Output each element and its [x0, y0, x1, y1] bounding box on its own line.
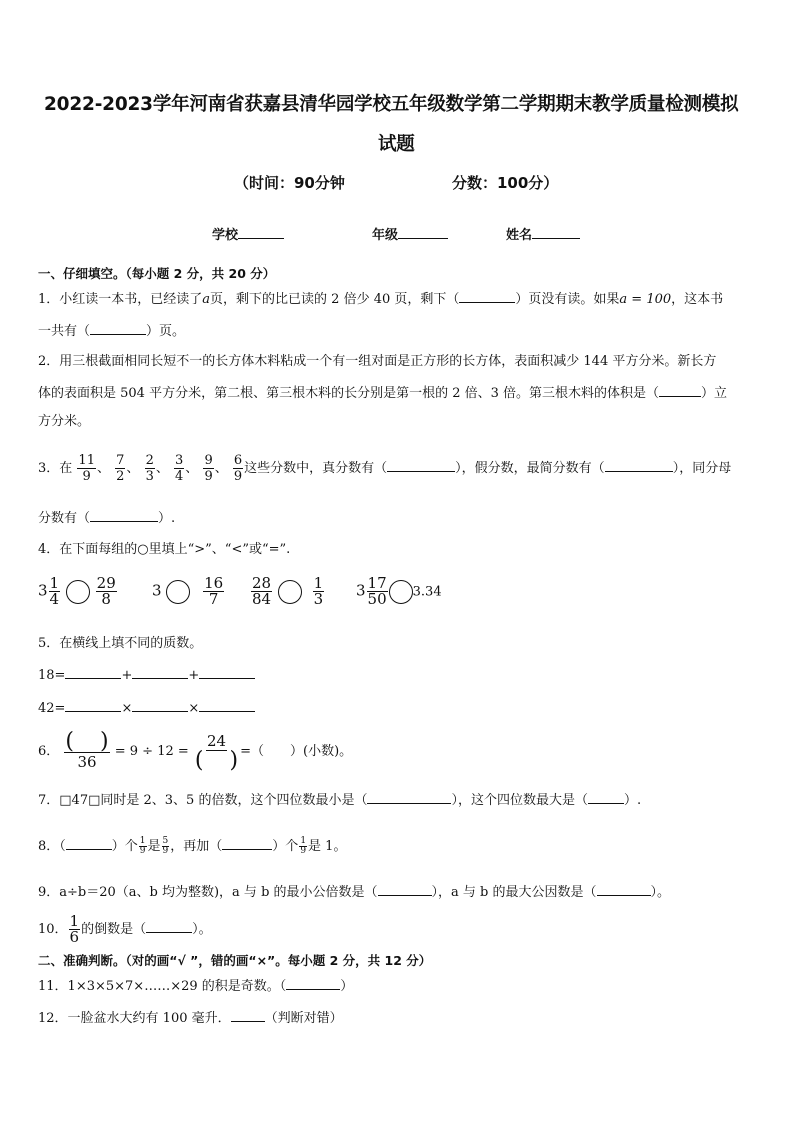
numerator: 24 [206, 732, 227, 750]
denominator: 9 [139, 846, 146, 856]
q9-text-a: 9．a÷b＝20（a、b 均为整数)，a 与 b 的最小公倍数是（ [38, 885, 378, 900]
denominator: 4 [175, 469, 184, 484]
q5-blank[interactable] [65, 665, 121, 679]
question-2-line1: 2．用三根截面相同长短不一的长方体木料粘成一个有一组对面是正方形的长方体，表面积减少 144 平方分米。新长方 [38, 354, 717, 369]
exam-time: （时间：90分钟 [234, 174, 345, 192]
q8-text-d: ）个 [272, 839, 299, 854]
decimal-value: 3.34 [412, 584, 442, 600]
q4-group-4 [356, 576, 442, 607]
q7-blank-1[interactable] [367, 790, 451, 804]
numerator: 28 [252, 574, 272, 592]
compare-circle[interactable] [389, 580, 413, 604]
q7-blank-2[interactable] [588, 790, 624, 804]
q5-lead-42: 42= [38, 701, 66, 716]
q1-text-a: 1．小红读一本书，已经读了 [38, 292, 203, 307]
q1-equation: a = 100 [619, 292, 672, 307]
denominator: 7 [208, 590, 219, 608]
q9-text-b: ），a 与 b 的最大公因数是（ [431, 885, 597, 900]
q8-text-a: ）个 [111, 839, 138, 854]
separator: 、 [155, 461, 169, 476]
q11-blank[interactable] [286, 976, 340, 990]
q3-blank-2[interactable] [605, 458, 673, 472]
exam-score: 分数：100分） [452, 174, 559, 192]
denominator: 3 [313, 590, 324, 608]
question-5-text: 5．在横线上填不同的质数。 [38, 636, 203, 651]
denominator: 50 [367, 590, 387, 608]
q1-blank-2[interactable] [90, 321, 146, 335]
question-4-text: 4．在下面每组的○里填上“>”、“<”或“=”. [38, 542, 291, 557]
q5-blank[interactable] [199, 665, 255, 679]
q1-text-c: ）页没有读。如果 [515, 292, 620, 307]
q8-text-c: ，再加（ [170, 839, 223, 854]
q3-fraction [145, 453, 155, 484]
separator: 、 [214, 461, 228, 476]
denominator: 9 [82, 469, 91, 484]
q1-blank-1[interactable] [459, 289, 515, 303]
separator: 、 [96, 461, 110, 476]
denominator: 84 [252, 590, 272, 608]
fraction [313, 576, 325, 607]
q6-equation: = 9 ÷ 12 = [114, 744, 189, 759]
q11-text-b: ） [340, 979, 354, 994]
denominator: 6 [69, 928, 80, 946]
separator: 、 [185, 461, 199, 476]
numerator: 1 [69, 912, 80, 930]
denominator: 4 [49, 590, 60, 608]
question-1-line1 [38, 289, 723, 310]
q12-text-b: （判断对错） [264, 1011, 343, 1026]
q1-text-b: 页，剩下的比已读的 2 倍少 40 页，剩下（ [210, 292, 460, 307]
q3-blank-1[interactable] [387, 458, 455, 472]
fraction [96, 576, 117, 607]
separator: 、 [126, 461, 140, 476]
denominator: 9 [204, 469, 213, 484]
q8-text-b: 是 [147, 839, 161, 854]
compare-circle[interactable] [166, 580, 190, 604]
numerator: 6 [233, 453, 243, 468]
plus-sign: + [188, 668, 200, 683]
plus-sign: + [121, 668, 133, 683]
q12-text-a: 12．一脸盆水大约有 100 毫升． [38, 1011, 231, 1026]
q7-text-c: ）. [623, 793, 642, 808]
grade-label: 年级 [372, 228, 399, 243]
q1-var-a: a [202, 292, 211, 307]
q5-line-42 [38, 698, 255, 719]
q7-text-a: 7．□47□同时是 2、3、5 的倍数，这个四位数最小是（ [38, 793, 368, 808]
numerator: 1 [49, 574, 60, 592]
numerator: 17 [367, 574, 387, 592]
q7-text-b: ），这个四位数最大是（ [451, 793, 588, 808]
q3-text-e: ）. [158, 511, 176, 526]
page-title-line2: 试题 [378, 134, 415, 155]
whole-number: 3 [152, 581, 162, 600]
q12-blank[interactable] [231, 1008, 265, 1022]
numerator: 3 [175, 453, 184, 468]
numerator-blank[interactable]: ( ) [65, 729, 109, 754]
denominator: 3 [145, 469, 154, 484]
q3-fraction [77, 453, 96, 484]
q3-text-c: ），同分母 [672, 461, 732, 476]
denominator-blank[interactable]: ( ) [194, 748, 239, 773]
numerator: 5 [162, 836, 169, 846]
q5-blank[interactable] [132, 698, 188, 712]
q1-text-d: ，这本书 [671, 292, 724, 307]
numerator: 11 [78, 453, 95, 468]
question-7 [38, 790, 641, 811]
denominator: 2 [116, 469, 125, 484]
q2-blank[interactable] [659, 383, 701, 397]
denominator: 9 [300, 846, 307, 856]
q9-text-c: ）。 [650, 885, 671, 900]
question-3-line2 [38, 508, 175, 529]
question-11 [38, 976, 353, 997]
denominator: 9 [162, 846, 169, 856]
q8-blank-1[interactable] [66, 836, 112, 850]
q5-line-18 [38, 665, 255, 686]
name-label: 姓名 [506, 228, 533, 243]
fraction [162, 837, 170, 856]
q6-fraction-2 [194, 732, 239, 771]
question-10 [38, 914, 212, 945]
q6-lead: 6． [38, 744, 60, 759]
whole-number: 3 [38, 581, 48, 600]
q6-eq-sign: =（ [240, 744, 265, 759]
school-field [212, 224, 284, 243]
q6-fraction-1 [64, 729, 109, 771]
q3-fraction [233, 453, 243, 484]
denominator: 36 [77, 753, 97, 771]
question-8 [38, 836, 346, 857]
grade-blank[interactable] [398, 225, 448, 239]
q5-blank[interactable] [132, 665, 188, 679]
fraction [251, 576, 272, 607]
question-9 [38, 882, 670, 903]
numerator: 1 [300, 836, 307, 846]
section-2-title: 二、准确判断。（对的画“√ ”，错的画“×”。每小题 2 分，共 12 分） [38, 953, 432, 968]
q8-lead: 8．（ [38, 839, 66, 854]
q2-text-b: ）立 [701, 386, 728, 401]
q5-blank[interactable] [65, 698, 121, 712]
q3-text-b: ），假分数，最简分数有（ [455, 461, 605, 476]
q6-tail: ）(小数)。 [290, 744, 353, 759]
grade-field [372, 224, 448, 243]
numerator: 7 [116, 453, 125, 468]
q3-fraction [174, 453, 184, 484]
name-field [506, 224, 580, 243]
school-blank[interactable] [238, 225, 284, 239]
q5-lead-18: 18= [38, 668, 66, 683]
q3-fraction [115, 453, 125, 484]
q3-blank-3[interactable] [90, 508, 158, 522]
q4-group-3 [250, 576, 325, 607]
times-sign: × [188, 701, 200, 716]
numerator: 1 [139, 836, 146, 846]
q10-text-b: ）。 [192, 922, 212, 937]
denominator: 9 [233, 469, 243, 484]
question-1-line2 [38, 321, 185, 342]
fraction [299, 837, 307, 856]
q1-text-f: ）页。 [146, 324, 186, 339]
question-12 [38, 1008, 343, 1029]
q4-group-2 [152, 576, 225, 607]
fraction [203, 576, 224, 607]
q11-text-a: 11．1×3×5×7×……×29 的积是奇数。（ [38, 979, 287, 994]
denominator: 8 [101, 590, 111, 608]
q5-blank[interactable] [199, 698, 255, 712]
mixed-fraction [49, 576, 61, 607]
numerator: 29 [96, 574, 116, 592]
fraction [139, 837, 147, 856]
question-6 [38, 729, 353, 773]
school-label: 学校 [212, 228, 239, 243]
q8-text-e: 是 1。 [308, 839, 347, 854]
q1-text-e: 一共有（ [38, 324, 91, 339]
times-sign: × [121, 701, 133, 716]
question-2-line3: 方分米。 [38, 414, 91, 429]
q4-group-1 [38, 576, 118, 607]
numerator: 9 [204, 453, 213, 468]
compare-circle[interactable] [278, 580, 302, 604]
page-title-line1: 2022-2023学年河南省获嘉县清华园学校五年级数学第二学期期末教学质量检测模拟 [44, 94, 739, 115]
q9-blank-2[interactable] [597, 882, 651, 896]
q2-text-a: 体的表面积是 504 平方分米，第二根、第三根木料的长分别是第一根的 2 倍、3 倍。第三根木料的体积是（ [38, 386, 660, 401]
question-3-line1 [38, 453, 731, 484]
q10-text-a: 的倒数是（ [81, 922, 147, 937]
q3-lead: 3．在 [38, 461, 73, 476]
whole-number: 3 [356, 581, 366, 600]
numerator: 16 [204, 574, 224, 592]
q3-text-d: 分数有（ [38, 511, 91, 526]
section-1-title: 一、仔细填空。（每小题 2 分，共 20 分） [38, 266, 276, 281]
fraction [69, 914, 81, 945]
compare-circle[interactable] [66, 580, 90, 604]
mixed-fraction [367, 576, 388, 607]
q3-text-a: 这些分数中，真分数有（ [244, 461, 388, 476]
q8-blank-2[interactable] [222, 836, 272, 850]
q9-blank-1[interactable] [378, 882, 432, 896]
q3-fraction [203, 453, 213, 484]
q10-lead: 10． [38, 922, 68, 937]
question-2-line2 [38, 383, 727, 404]
name-blank[interactable] [532, 225, 580, 239]
q10-blank[interactable] [146, 919, 192, 933]
numerator: 2 [145, 453, 154, 468]
numerator: 1 [313, 574, 324, 592]
